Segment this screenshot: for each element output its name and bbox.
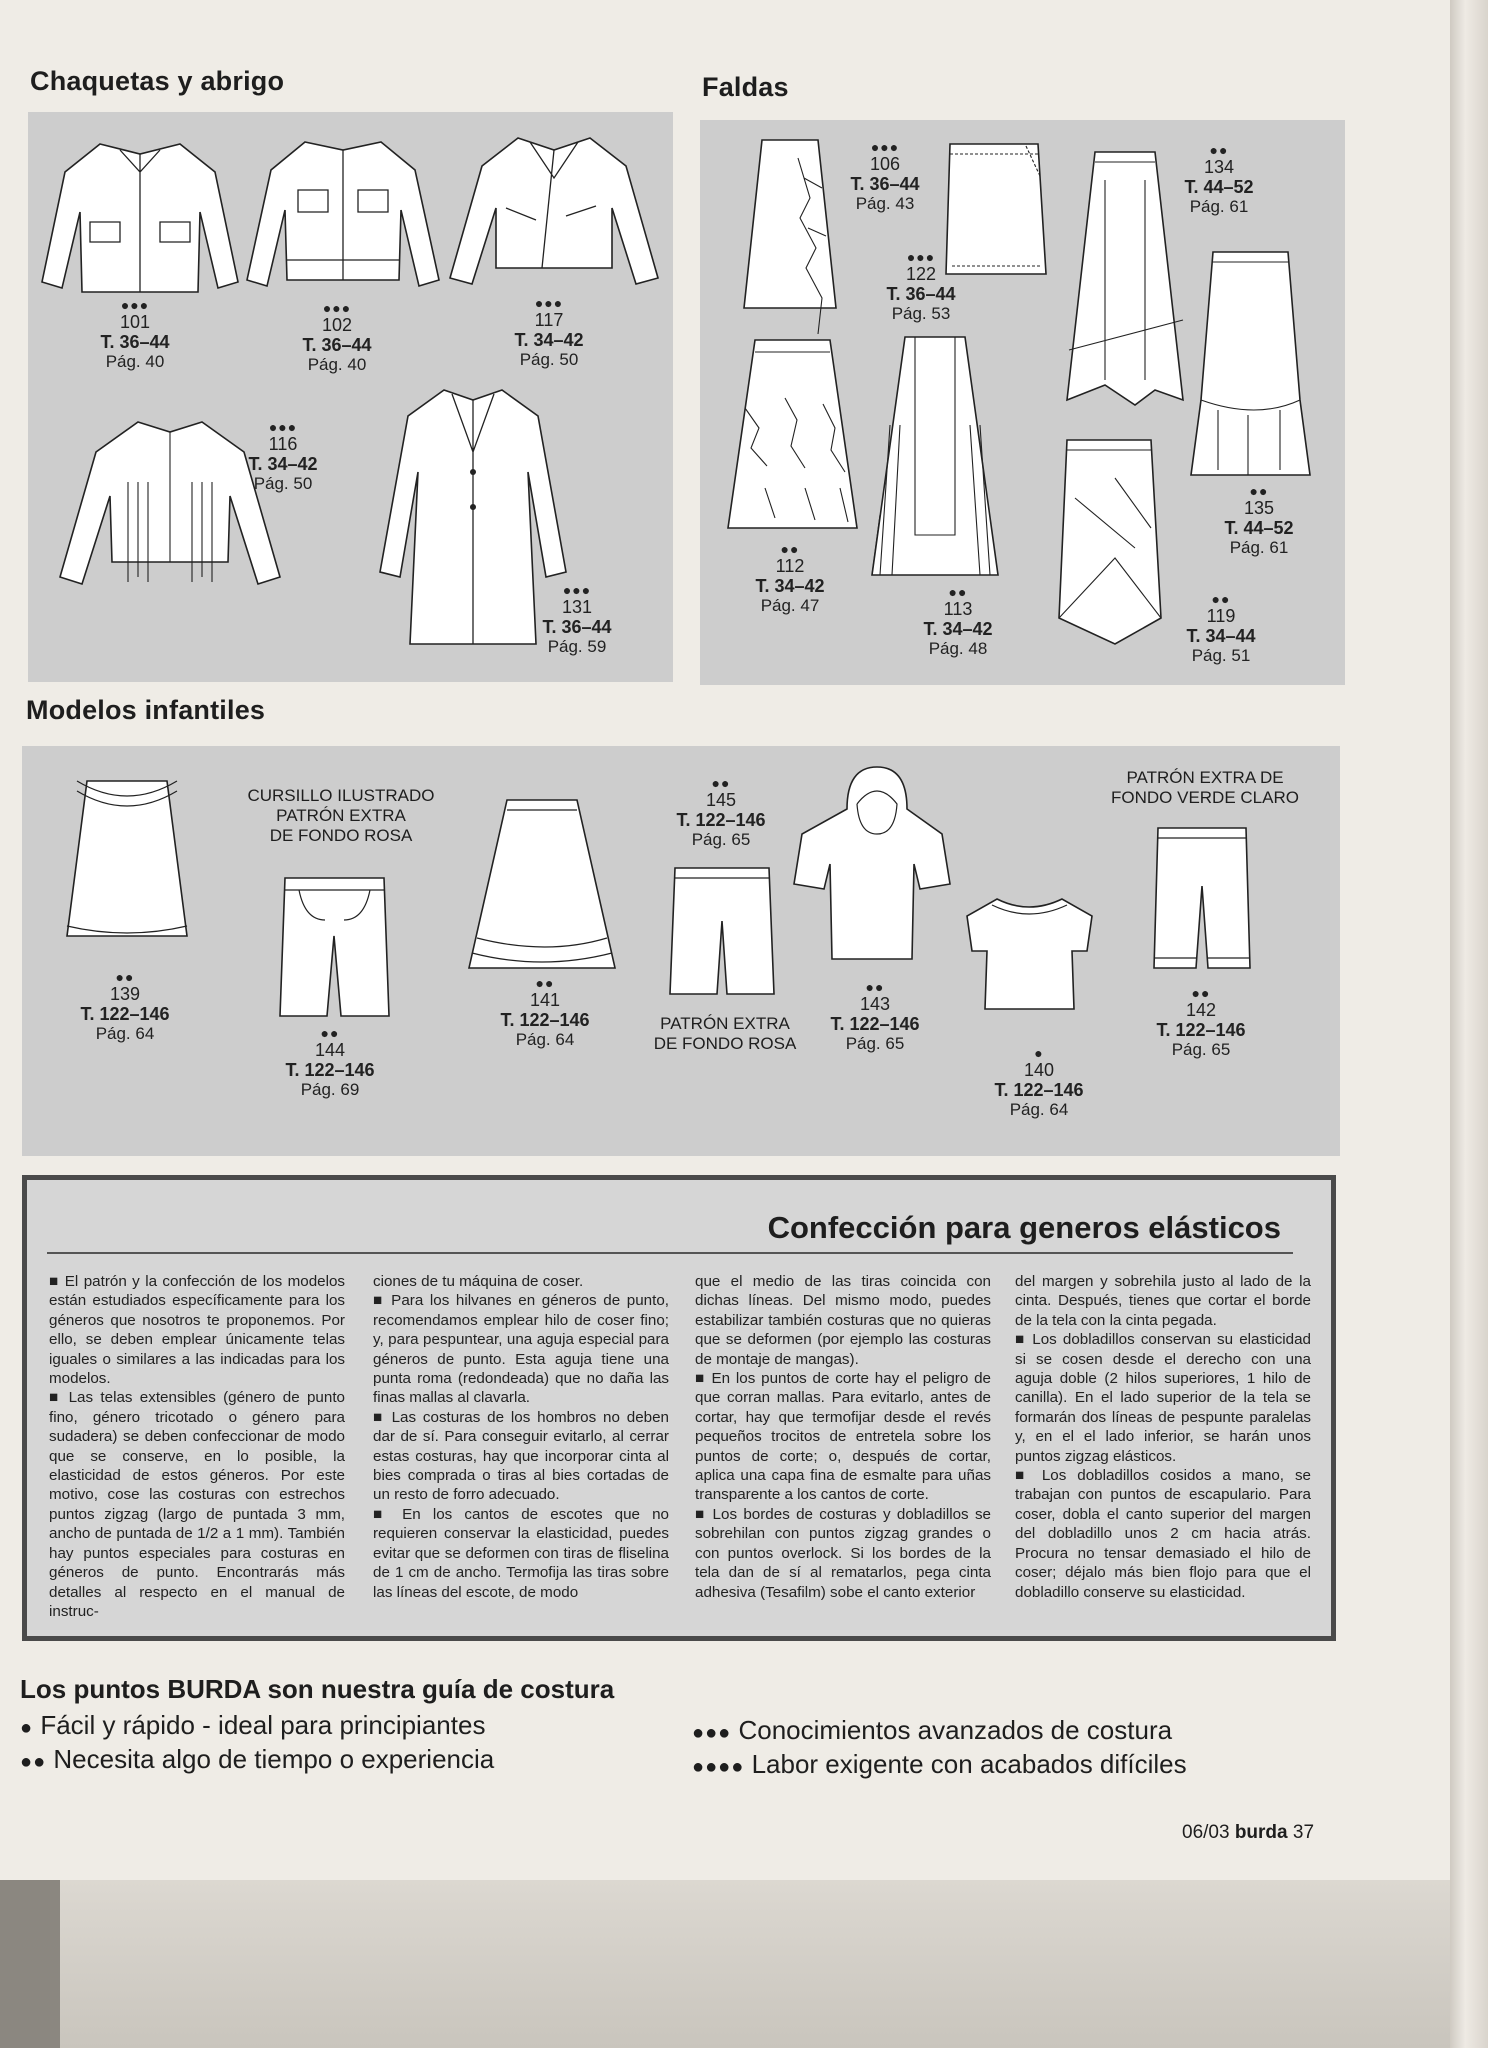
page-footer [1182, 1822, 1314, 1844]
skirt-119-drawing [1055, 438, 1165, 648]
article-column-3: que el medio de las tiras coincida con dichas líneas. Del mismo modo, puedes estabilizar también costuras que no quieras que se deformen (por ejemplo las costuras de montaje de mangas). ■ En los puntos de corte hay el peligro de que corran mallas. Para evitarlo, antes de cortar, hay que termofijar desde el revés pequeños trocitos de entretela sobre los puntos de corte; o, después de cortar, aplica una capa fina de esmalte para uñas transparente a los cantos de corte. ■ Los bordes de costuras y dobladillos se sobrehilan con puntos zigzag grandes o con puntos overlock. Si los bordes de la tela dan de sí al rematarlos, pega cinta adhesiva (Tesafilm) sobe el canto exterior [695, 1273, 991, 1601]
jacket-101-drawing [40, 132, 240, 302]
hoodie-143-drawing [792, 764, 952, 964]
jacket-117-drawing [446, 128, 661, 298]
page-edge [1450, 0, 1488, 2048]
pattern-label-134: ●● 134 T. 44–52 Pág. 61 [1184, 142, 1254, 216]
note-cursillo: CURSILLO ILUSTRADO PATRÓN EXTRA DE FONDO ROSA [247, 786, 435, 845]
pattern-label-112: ●● 112 T. 34–42 Pág. 47 [755, 541, 825, 615]
article-column-2: ciones de tu máquina de coser. ■ Para los hilvanes en géneros de punto, recomendamos emplear hilo de coser fino; y, para pespuntear, una aguja especial para géneros de punto. Esta aguja tiene una punta roma (redondeada) que no daña las finas mallas al clavarla. ■ Las costuras de los hombros no deben dar de sí. Para conseguir evitarlo, al cerrar estas costuras, hay que incorporar cinta al bies comprada o tiras al bies cortadas de un resto de forro adecuado. ■ En los cantos de escotes que no requieren conservar la elasticidad, puedes evitar que se deformen con tiras de fliselina de 1 cm de ancho. Termofija las tiras sobre las líneas del escote, de modo [373, 1273, 669, 1601]
pattern-label-106: ●●● 106 T. 36–44 Pág. 43 [850, 139, 920, 213]
pattern-label-142: ●● 142 T. 122–146 Pág. 65 [1156, 985, 1246, 1059]
article-title: Confección para generos elásticos [767, 1210, 1281, 1245]
pattern-label-145: ●● 145 T. 122–146 Pág. 65 [676, 775, 766, 849]
pattern-label-144: ●● 144 T. 122–146 Pág. 69 [285, 1025, 375, 1099]
pattern-label-116: ●●● 116 T. 34–42 Pág. 50 [248, 419, 318, 493]
page-number: 37 [1292, 1822, 1315, 1843]
note-patron-verde: PATRÓN EXTRA DE FONDO VERDE CLARO [1111, 768, 1299, 807]
jacket-102-drawing [243, 130, 443, 300]
issue-number: 06/03 [1182, 1822, 1230, 1843]
section-title-skirts: Faldas [702, 72, 789, 102]
scan-background [0, 1880, 1450, 2048]
scan-shadow [0, 1880, 60, 2048]
pattern-label-122: ●●● 122 T. 36–44 Pág. 53 [886, 249, 956, 323]
blouse-140-drawing [962, 891, 1097, 1016]
pattern-label-117: ●●● 117 T. 34–42 Pág. 50 [514, 295, 584, 369]
legend-item-4: ●●●● Labor exigente con acabados difíciles [692, 1749, 1187, 1779]
legend-title: Los puntos BURDA son nuestra guía de costura [20, 1674, 615, 1704]
pattern-label-131: ●●● 131 T. 36–44 Pág. 59 [542, 582, 612, 656]
skirt-135-drawing [1188, 250, 1313, 480]
article-column-4: del margen y sobrehila justo al lado de la cinta. Después, tienes que cortar el borde de la tela con la cinta pegada. ■ Los dobladillos conservan su elasticidad si se cosen desde el derecho con una aguja doble (2 hilos superiores, 1 hilo de canilla). En el lado superior de la tela se formarán dos líneas de pespunte paralelas y, en el el lado inferior, se harán unos puntos zigzag elásticos. ■ Los dobladillos cosidos a mano, se trabajan con puntos de escapulario. Para coser, dobla el canto superior del margen del dobladillo unos 2 cm hacia atrás. Procura no tensar demasiado el hilo de coser; déjalo más bien flojo para que el dobladillo conserve su elasticidad. [1015, 1273, 1311, 1601]
brand-name: burda [1234, 1822, 1288, 1843]
skirt-112-drawing [725, 338, 860, 548]
skirt-141-drawing [467, 798, 617, 973]
shorts-144-drawing [277, 876, 392, 1026]
pattern-label-135: ●● 135 T. 44–52 Pág. 61 [1224, 483, 1294, 557]
legend-item-2: ●● Necesita algo de tiempo o experiencia [20, 1744, 495, 1774]
skirt-113-drawing [870, 335, 1000, 585]
legend-item-1: ● Fácil y rápido - ideal para principiantes [20, 1710, 486, 1740]
pattern-label-140: ● 140 T. 122–146 Pág. 64 [994, 1045, 1084, 1119]
dress-139-drawing [52, 771, 202, 951]
legend-item-3: ●●● Conocimientos avanzados de costura [692, 1715, 1173, 1745]
section-title-jackets: Chaquetas y abrigo [30, 66, 285, 96]
pattern-label-119: ●● 119 T. 34–44 Pág. 51 [1186, 591, 1256, 665]
pattern-label-143: ●● 143 T. 122–146 Pág. 65 [830, 979, 920, 1053]
pants-142-drawing [1152, 826, 1252, 976]
pattern-label-102: ●●● 102 T. 36–44 Pág. 40 [302, 300, 372, 374]
shorts-145-drawing [667, 866, 777, 1001]
pattern-label-101: ●●● 101 T. 36–44 Pág. 40 [100, 297, 170, 371]
pattern-label-139: ●● 139 T. 122–146 Pág. 64 [80, 969, 170, 1043]
article-rule [47, 1252, 1293, 1254]
article-box [22, 1175, 1336, 1641]
section-title-kids: Modelos infantiles [26, 695, 266, 725]
pattern-label-113: ●● 113 T. 34–42 Pág. 48 [923, 584, 993, 658]
article-column-1: ■ El patrón y la confección de los modelos están estudiados específicamente para los géneros que nosotros te proponemos. Por ello, se deben emplear únicamente telas iguales o similares a las indicadas para los modelos. ■ Las telas extensibles (género de punto fino, género tricotado o género para sudadera) se deben confeccionar de modo que se conserve, en lo posible, la elasticidad de estos géneros. Por este motivo, cose las costuras con estrechos puntos zigzag (largo de puntada 3 mm, ancho de puntada de 1/2 a 1 mm). También hay puntos especiales para costuras en géneros de punto. Encontrarás más detalles al respecto en el manual de instruc- [49, 1273, 345, 1620]
note-patron-rosa: PATRÓN EXTRA DE FONDO ROSA [653, 1014, 797, 1053]
pattern-label-141: ●● 141 T. 122–146 Pág. 64 [500, 975, 590, 1049]
